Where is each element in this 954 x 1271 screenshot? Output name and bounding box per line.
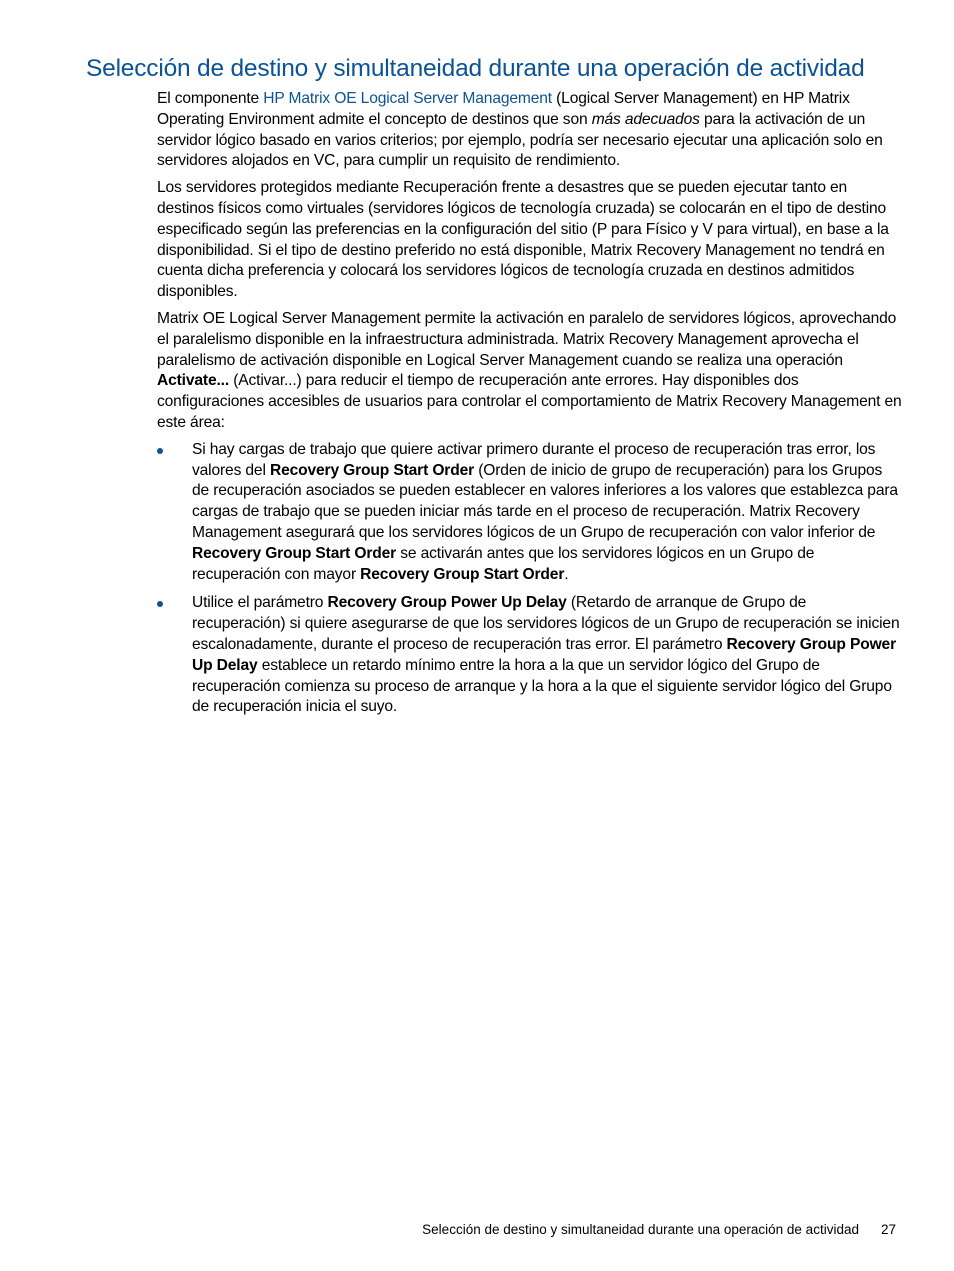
bold-term: Recovery Group Start Order [192,544,397,562]
list-text: (Retardo de arranque de Grupo de recuperación) si quiere asegurarse de que los servidores lógicos de un Grupo de recuperación se inicien escalonadamente, durante el proceso de recuperación tras error. El parámetro [192,594,900,653]
bold-term: Activate... [157,372,230,390]
page-title: Selección de destino y simultaneidad durante una operación de actividad [86,55,865,82]
paragraph-text: para la activación de un servidor lógico basado en varios criterios; por ejemplo, podría ser necesario ejecutar una aplicación solo en servidores alojados en VC, para cumplir un requisito de rendimiento. [157,110,883,170]
paragraph-cross-technology: Los servidores protegidos mediante Recuperación frente a desastres que se pueden ejecutar tanto en destinos físicos como virtuales (servidores lógicos de tecnología cruzada) se colocarán en el tipo de destino especificado según las preferencias en la configuración del sitio (P para Físico y V para virtual), en base a la disponibilidad. Si el tipo de destino preferido no está disponible, Matrix Recovery Management no tendrá en cuenta dicha preferencia y colocará los servidores lógicos de tecnología cruzada en destinos admitidos disponibles. [157,179,889,301]
bold-term: Recovery Group Start Order [360,565,565,583]
list-text: establece un retardo mínimo entre la hora a la que un servidor lógico del Grupo de recuperación comienza su proceso de arranque y la hora a la que el siguiente servidor lógico del Grupo de recuperación inicia el suyo. [192,656,892,716]
emphasis-text: más adecuados [591,110,700,128]
list-item-start-order [157,440,902,586]
bullet-list [157,440,902,718]
page-footer [422,1222,896,1237]
bold-term: Recovery Group Power Up Delay [327,594,567,612]
bold-term: Recovery Group Start Order [269,461,475,479]
footer-section-title: Selección de destino y simultaneidad durante una operación de actividad [422,1222,859,1237]
paragraph-parallel-activation [157,309,902,434]
paragraph-text: Matrix OE Logical Server Management permite la activación en paralelo de servidores lógicos, aprovechando el paralelismo disponible en la infraestructura administrada. Matrix Recovery Management aprovecha el paralelismo de activación disponible en Logical Server Management cuando se realiza una operación [157,309,897,369]
page-number: 27 [880,1222,896,1237]
list-item-power-up-delay [157,593,902,718]
paragraph-text: El componente [157,90,264,107]
bold-term: Recovery Group Power Up Delay [192,635,896,674]
paragraph-text: (Activar...) para reducir el tiempo de recuperación ante errores. Hay disponibles dos configuraciones accesibles de usuarios para controlar el comportamiento de Matrix Recovery Management en este área: [157,372,902,431]
bullet-icon [157,601,163,607]
bullet-icon [157,448,163,454]
lsm-link[interactable]: HP Matrix OE Logical Server Management [263,90,552,107]
list-text: se activarán antes que los servidores lógicos en un Grupo de recuperación con mayor [192,544,815,583]
main-content [157,89,902,726]
list-text: (Orden de inicio de grupo de recuperación) para los Grupos de recuperación asociados se pueden establecer en valores inferiores a los valores que establezca para cargas de trabajo que se pueden iniciar más tarde en el proceso de recuperación. Matrix Recovery Management asegurará que los servidores lógicos de un Grupo de recuperación con valor inferior de [192,461,898,541]
list-text: Utilice el parámetro [192,594,328,612]
list-text: . [564,565,569,583]
paragraph-intro [157,89,902,172]
paragraph-text: (Logical Server Management) en HP Matrix Operating Environment admite el concepto de destinos que son [157,90,850,128]
list-text: Si hay cargas de trabajo que quiere activar primero durante el proceso de recuperación tras error, los valores del [192,440,876,479]
